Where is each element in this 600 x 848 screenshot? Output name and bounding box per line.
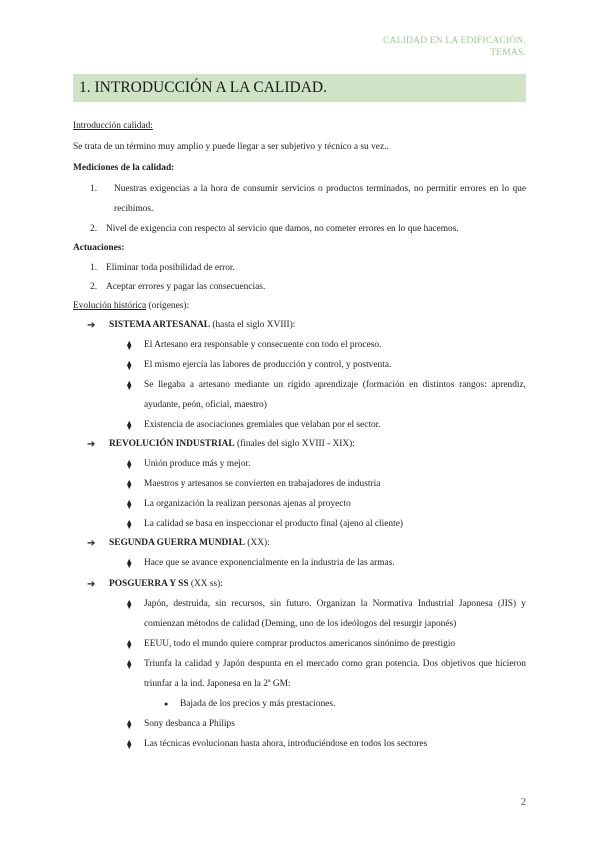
evolucion-heading: Evolución histórica (orígenes):	[73, 301, 190, 311]
diamond-icon: ⧫	[127, 360, 132, 370]
section-artesanal: ➔ SISTEMA ARTESANAL (hasta el siglo XVIII):	[73, 316, 526, 335]
list-item: ⧫ El Artesano era responsable y consecuente con todo el proceso.	[73, 336, 526, 355]
diamond-icon: ⧫	[127, 639, 132, 649]
header-line-2: TEMAS.	[490, 48, 526, 58]
diamond-icon: ⧫	[127, 479, 132, 489]
list-item-text-cont: triunfar a la ind. Japonesa en la 2ª GM:	[144, 679, 291, 689]
diamond-icon: ⧫	[127, 719, 132, 729]
list-item: ⧫ El mismo ejercía las labores de producción y control, y postventa.	[73, 356, 526, 375]
list-item-text: Triunfa la calidad y Japón despunta en el mercado como gran potencia. Dos objetivos que hicieron	[144, 659, 526, 669]
list-item: 2. Nivel de exigencia con respecto al servicio que damos, no cometer errores en lo que hacemos.	[90, 224, 459, 234]
diamond-icon: ⧫	[127, 558, 132, 568]
actuaciones-heading: Actuaciones:	[73, 243, 125, 253]
list-item: 1. Nuestras exigencias a la hora de consumir servicios o productos terminados, no permitir errores en lo que recibimos.	[73, 180, 526, 219]
arrow-icon: ➔	[87, 320, 96, 331]
list-item-text-cont: recibimos.	[114, 204, 154, 214]
page-number: 2	[521, 797, 526, 808]
diamond-icon: ⧫	[127, 499, 132, 509]
list-item: 2. Aceptar errores y pagar las consecuencias.	[90, 282, 266, 292]
intro-text: Se trata de un término muy amplio y puede llegar a ser subjetivo y técnico a su vez..	[73, 142, 389, 152]
intro-heading: Introducción calidad:	[73, 121, 153, 131]
page-content	[73, 117, 526, 754]
list-item	[73, 655, 526, 694]
document-header	[383, 35, 526, 59]
diamond-icon: ⧫	[127, 599, 132, 609]
list-item	[73, 376, 526, 415]
diamond-icon: ⧫	[127, 420, 132, 430]
list-item: ⧫ Existencia de asociaciones gremiales que velaban por el sector.	[73, 416, 526, 435]
diamond-icon: ⧫	[127, 739, 132, 749]
diamond-icon: ⧫	[127, 340, 132, 350]
header-line-1: CALIDAD EN LA EDIFICACIÓN.	[383, 36, 526, 46]
list-item: ⧫ Hace que se avance exponencialmente en la industria de las armas.	[73, 554, 526, 573]
diamond-icon: ⧫	[127, 459, 132, 469]
section-segunda-guerra: ➔ SEGUNDA GUERRA MUNDIAL (XX):	[73, 534, 526, 553]
section-title: 1. INTRODUCCIÓN A LA CALIDAD.	[79, 79, 327, 96]
list-item	[73, 595, 526, 634]
list-item-text: Nuestras exigencias a la hora de consumir servicios o productos terminados, no permitir errores en lo que	[114, 184, 526, 194]
section-revolucion: ➔ REVOLUCIÓN INDUSTRIAL (finales del siglo XVIII - XIX):	[73, 435, 526, 454]
diamond-icon: ⧫	[127, 519, 132, 529]
list-item: ⧫ Las técnicas evolucionan hasta ahora, introduciéndose en todos los sectores	[73, 735, 526, 754]
list-item: ⧫ Sony desbanca a Philips	[73, 715, 526, 734]
sub-list-item: ● Bajada de los precios y más prestaciones.	[73, 695, 526, 714]
list-item: ⧫ La calidad se basa en inspeccionar el producto final (ajeno al cliente)	[73, 515, 526, 534]
list-item: ⧫ Unión produce más y mejor.	[73, 455, 526, 474]
list-item-text: Japón, destruida, sin recursos, sin futuro. Organizan la Normativa Industrial Japonesa (JIS) y	[144, 599, 526, 609]
mediciones-heading: Mediciones de la calidad:	[73, 163, 175, 173]
dot-icon: ●	[164, 700, 169, 708]
diamond-icon: ⧫	[127, 380, 132, 390]
list-item-text: Se llegaba a artesano mediante un rígido aprendizaje (formación en distintos rangos: aprendiz,	[144, 380, 526, 390]
list-item: ⧫ Maestros y artesanos se convierten en trabajadores de industria	[73, 475, 526, 494]
list-item: ⧫ La organización la realizan personas ajenas al proyecto	[73, 495, 526, 514]
arrow-icon: ➔	[87, 538, 96, 549]
diamond-icon: ⧫	[127, 659, 132, 669]
section-posguerra: ➔ POSGUERRA Y SS (XX ss):	[73, 575, 526, 594]
list-item: 1. Eliminar toda posibilidad de error.	[90, 263, 235, 273]
list-item: ⧫ EEUU, todo el mundo quiere comprar productos americanos sinónimo de prestigio	[73, 635, 526, 654]
list-item-text-cont: comienzan métodos de calidad (Deming, uno de los ideólogos del resurgir japonés)	[144, 619, 457, 629]
arrow-icon: ➔	[87, 439, 96, 450]
arrow-icon: ➔	[87, 579, 96, 590]
section-title-box	[73, 74, 526, 102]
list-item-text-cont: ayudante, peón, oficial, maestro)	[144, 400, 267, 410]
